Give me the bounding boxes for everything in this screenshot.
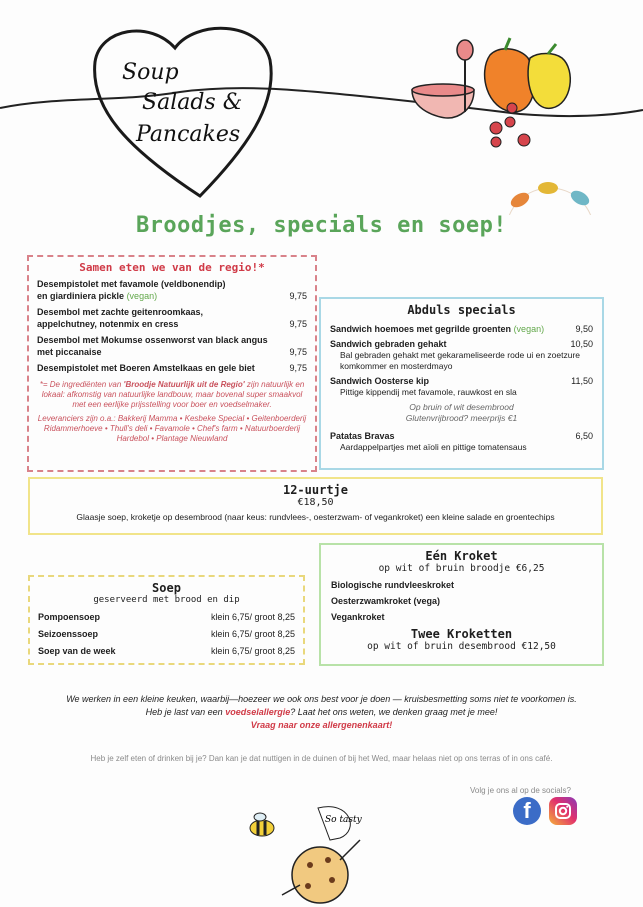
page-title: Broodjes, specials en soep!: [135, 213, 508, 238]
menu-item-name: Sandwich hoemoes met gegrilde groenten: [330, 324, 512, 334]
menu-item-price: 11,50: [571, 376, 593, 386]
menu-item-name: Patatas Bravas: [330, 431, 395, 441]
logo-text-soup: Soup: [122, 60, 179, 85]
logo-text-pancakes: Pancakes: [136, 122, 241, 147]
abdul-specials-section: [319, 297, 604, 470]
uurtje-description: Glaasje soep, kroketje op desembrood (naar keus: rundvlees-, oesterzwam- of vegankroket) een kleine salade en groentechips: [76, 512, 555, 522]
menu-item-name: Desempistolet met favamole (veldbonendip): [37, 279, 226, 289]
soep-subtitle: geserveerd met brood en dip: [93, 595, 240, 605]
kitchen-note: We werken in een kleine keuken, waarbij—hoezeer we ook ons best voor je doen — kruisbesmetting soms niet te voorkomen is.: [66, 694, 577, 704]
soep-title: Soep: [152, 581, 181, 595]
menu-item-price: 9,75: [289, 319, 307, 329]
allergy-pre: Heb je last van een: [145, 707, 226, 717]
menu-item: [330, 375, 593, 398]
cookie-mascot-illustration: [230, 800, 400, 907]
cookie-icon: [282, 840, 360, 903]
menu-item: Oesterzwamkroket (vega): [331, 596, 441, 606]
menu-item-name: Sandwich Oosterse kip: [330, 376, 430, 386]
regio-note-prefix: *= De ingrediënten van: [39, 380, 124, 389]
twaalf-uurtje-section: [28, 477, 603, 535]
regio-section: [27, 255, 317, 472]
vegan-tag: (vegan): [513, 324, 545, 334]
vegan-tag: (vegan): [126, 291, 158, 301]
allergy-post: ? Laat het ons weten, we denken graag met je mee!: [290, 707, 498, 717]
regio-note-brand: 'Broodje Natuurlijk uit de Regio': [123, 380, 245, 389]
menu-item-name: Desembol met zachte geitenroomkaas,: [37, 307, 204, 317]
bee-icon: [250, 813, 274, 836]
menu-item: [330, 338, 593, 372]
uurtje-price: €18,50: [297, 497, 334, 508]
peppers-icon: [485, 38, 571, 112]
menu-item: Vegankroket: [331, 612, 385, 622]
menu-item-desc: Bal gebraden gehakt met gekarameliseerde rode ui en zoetzure komkommer en mosterdmayo: [340, 350, 581, 371]
menu-item: [330, 323, 593, 335]
menu-item-price: 9,75: [289, 291, 307, 301]
outside-food-note: Heb je zelf eten of drinken bij je? Dan kan je dat nuttigen in de duinen of bij het Wed, maar helaas niet op ons terras of in ons café.: [90, 754, 553, 763]
bread-note-line1: Op bruin of wit desembrood: [409, 402, 514, 412]
menu-item-name: Sandwich gebraden gehakt: [330, 339, 447, 349]
kroket-title: Eén Kroket: [425, 549, 498, 563]
menu-item: [37, 362, 307, 374]
facebook-icon[interactable]: f: [513, 797, 541, 825]
menu-item: Biologische rundvleeskroket: [331, 580, 455, 590]
menu-item-name: Seizoenssoep: [38, 629, 99, 639]
socials-label: Volg je ons al op de socials?: [470, 786, 571, 795]
regio-title: Samen eten we van de regio!*: [79, 261, 265, 274]
menu-item-price: 9,75: [289, 363, 307, 373]
twee-kroketten-title: Twee Kroketten: [410, 627, 513, 641]
menu-item-price: klein 6,75/ groot 8,25: [210, 646, 295, 656]
menu-item: [37, 334, 307, 358]
menu-item-name: Desembol met Mokumse ossenworst van black angus: [37, 335, 268, 345]
soup-bowl-icon: [412, 40, 474, 118]
regio-suppliers: Leveranciers zijn o.a.: Bakkerij Mamma • Kesbeke Special • Geitenboerderij Ridammerhoeve • Thull's deli • Favamole • Chef's farm • Natuurboerderij Hardebol • Plantage Nieuwland: [37, 414, 307, 443]
menu-item-price: 9,75: [289, 347, 307, 357]
mascot-text: So tasty: [325, 815, 362, 825]
menu-item-name: Desempistolet met Boeren Amstelkaas en gele biet: [37, 363, 255, 373]
soep-section: [28, 575, 305, 665]
menu-item-name-cont: en giardiniera pickle: [37, 291, 125, 301]
menu-item-desc: Aardappelpartjes met aïoli en pittige tomatensaus: [340, 442, 527, 452]
menu-item-name-cont: appelchutney, notenmix en cress: [37, 319, 179, 329]
instagram-icon[interactable]: [549, 797, 577, 825]
header-illustration: [0, 0, 643, 215]
menu-item: [38, 645, 295, 657]
menu-item-name: Soep van de week: [38, 646, 116, 656]
menu-item: [38, 628, 295, 640]
menu-item-price: 9,50: [575, 324, 593, 334]
logo-text-salads: Salads &: [142, 90, 243, 115]
menu-item-name: Pompoensoep: [38, 612, 101, 622]
allergy-cta: Vraag naar onze allergenenkaart!: [250, 720, 393, 730]
regio-note-rest: zijn natuurlijk en lokaal: afkomstig van natuurlijke landbouw, maar bovenal super smaakvol met een eerlijke prijsstelling voor boer en voedselmaker.: [41, 380, 305, 409]
kroket-section: [319, 543, 604, 666]
menu-item-name-cont: met piccanaise: [37, 347, 102, 357]
abdul-title: Abduls specials: [407, 303, 516, 317]
regio-footnote: [37, 380, 307, 410]
menu-item: [330, 430, 593, 453]
menu-item: [37, 306, 307, 330]
bread-note: [330, 402, 593, 424]
autumn-leaves-icon: [502, 182, 599, 215]
menu-item-desc: Pittige kippendij met favamole, rauwkost en sla: [340, 387, 517, 397]
menu-item-price: 6,50: [575, 431, 593, 441]
bread-note-line2: Glutenvrijbrood? meerprijs €1: [405, 413, 518, 423]
kroket-subtitle: op wit of bruin broodje €6,25: [378, 563, 545, 574]
allergy-note: [20, 706, 623, 719]
twee-kroketten-subtitle: op wit of bruin desembrood €12,50: [367, 641, 556, 652]
uurtje-title: 12-uurtje: [282, 483, 349, 497]
menu-item-price: klein 6,75/ groot 8,25: [210, 629, 295, 639]
menu-item: [38, 611, 295, 623]
footer-notes: [20, 693, 623, 732]
menu-item-price: klein 6,75/ groot 8,25: [210, 612, 295, 622]
menu-item: [37, 278, 307, 302]
allergy-word: voedselallergie: [225, 707, 291, 717]
menu-item-price: 10,50: [570, 339, 593, 349]
